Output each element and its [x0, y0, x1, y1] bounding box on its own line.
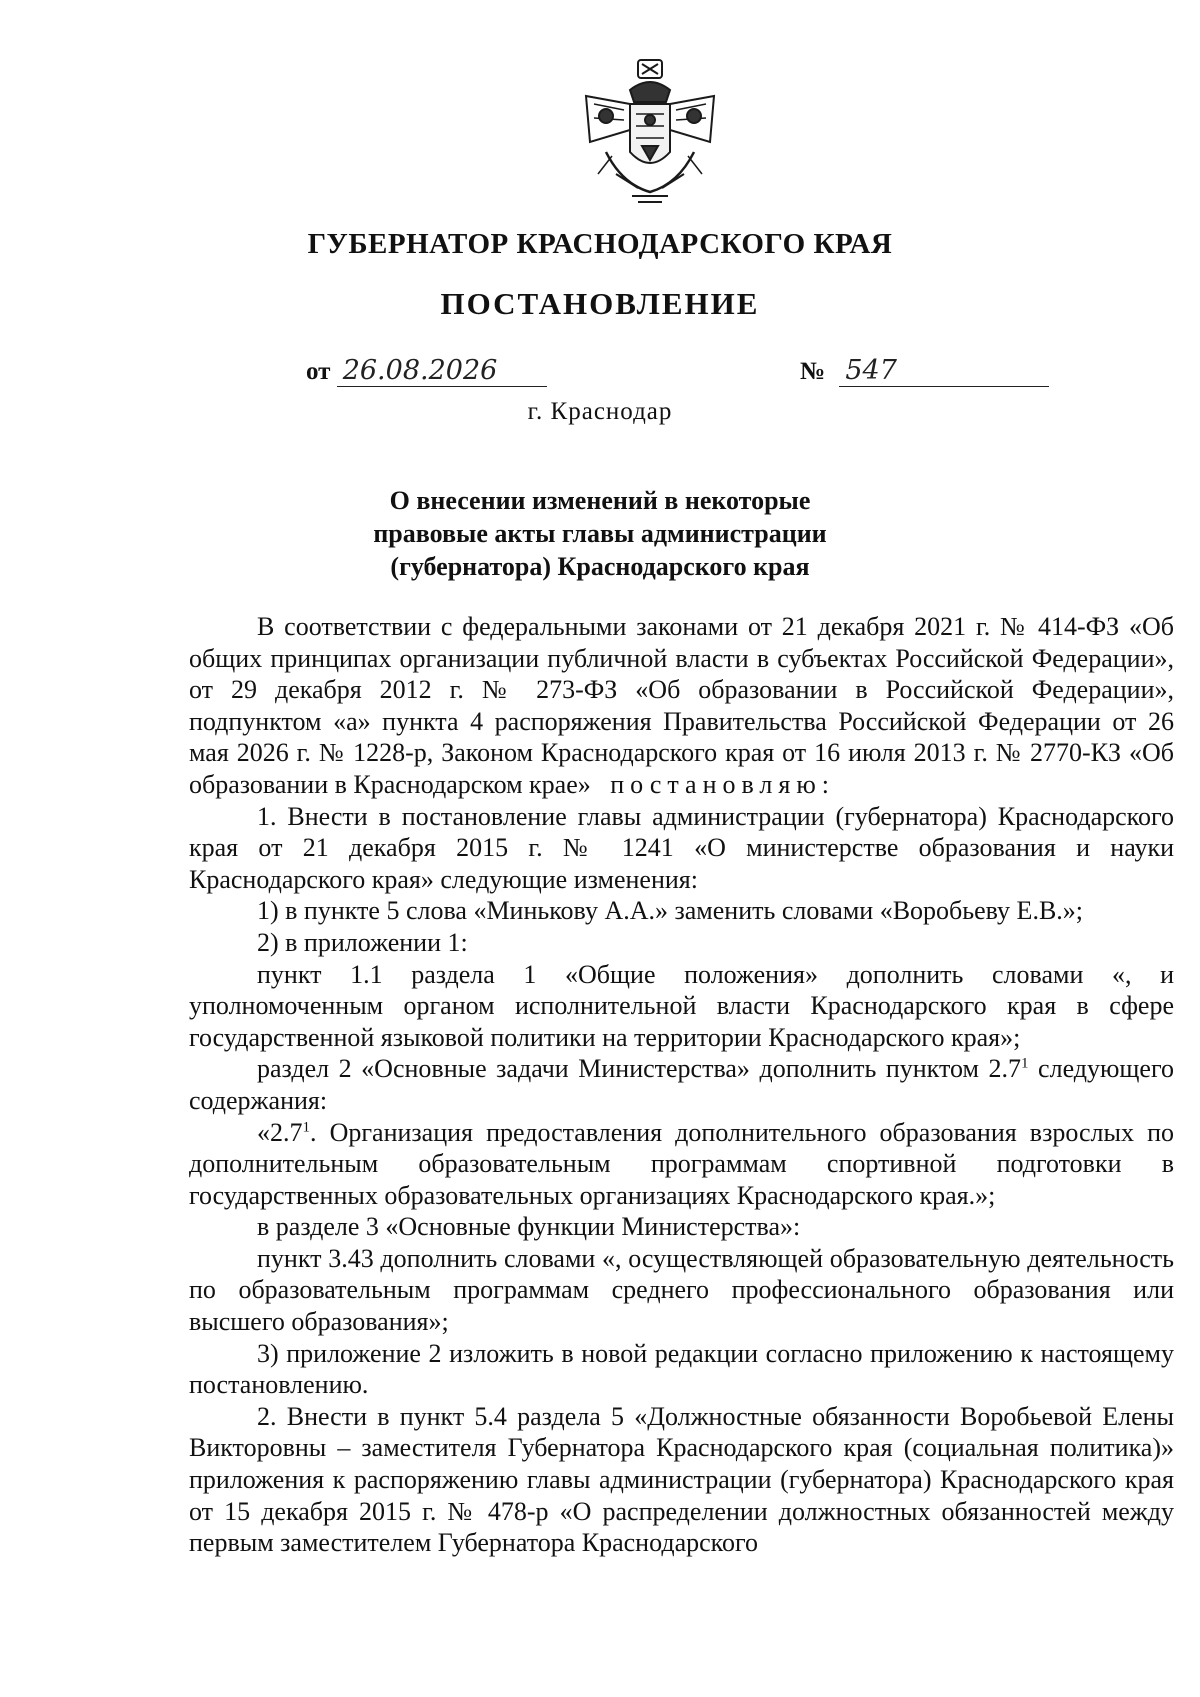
- date-value: 26.08.2026: [337, 356, 547, 387]
- document-title: [0, 484, 1200, 583]
- document-type: ПОСТАНОВЛЕНИЕ: [440, 286, 760, 321]
- text-run: . Организация предоставления дополнительного образования взрослых по дополнительным образовательным программам спортивной подготовки в государственных образовательных организациях Краснодарского края.»;: [189, 1117, 1174, 1210]
- text-run: «2.7: [257, 1117, 303, 1147]
- title-line: правовые акты главы администрации: [373, 519, 827, 548]
- title-line: (губернатора) Краснодарского края: [390, 552, 810, 581]
- paragraph: 1. Внести в постановление главы администрации (губернатора) Краснодарского края от 21 декабря 2015 г. № 1241 «О министерстве образования и науки Краснодарского края» следующие изменения:: [189, 801, 1174, 894]
- krasnodar-krai-coat-of-arms-icon: [572, 56, 728, 208]
- date-line: [306, 356, 547, 387]
- place-of-issue: г. Краснодар: [527, 398, 673, 425]
- paragraph: пункт 1.1 раздела 1 «Общие положения» дополнить словами «, и уполномоченным органом исполнительной власти Краснодарского края в сфере государственной языковой политики на территории Краснодарского края»;: [189, 959, 1174, 1052]
- date-prefix: от: [306, 358, 331, 385]
- document-body: [189, 611, 1174, 1559]
- issuing-authority: ГУБЕРНАТОР КРАСНОДАРСКОГО КРАЯ: [307, 228, 893, 260]
- number-line: [800, 356, 1049, 387]
- paragraph: [189, 1117, 1174, 1212]
- paragraph: 2) в приложении 1:: [257, 927, 468, 957]
- paragraph: 3) приложение 2 изложить в новой редакции согласно приложению к настоящему постановлению.: [189, 1338, 1174, 1400]
- paragraph: 1) в пункте 5 слова «Минькову А.А.» заменить словами «Воробьеву Е.В.»;: [257, 896, 1084, 926]
- paragraph: в разделе 3 «Основные функции Министерства»:: [257, 1212, 801, 1242]
- number-value: 547: [839, 356, 1049, 387]
- text-run: следующего содержания:: [189, 1054, 1174, 1115]
- paragraph-preamble: [189, 611, 1174, 801]
- number-prefix: №: [800, 358, 826, 385]
- decree-word: постановляю:: [610, 769, 836, 799]
- superscript: 1: [302, 1118, 310, 1135]
- title-line: О внесении изменений в некоторые: [389, 486, 811, 515]
- superscript: 1: [1021, 1055, 1029, 1072]
- paragraph: пункт 3.43 дополнить словами «, осуществляющей образовательную деятельность по образовательным программам среднего профессионального образования или высшего образования»;: [189, 1243, 1174, 1337]
- paragraph: [189, 1053, 1174, 1116]
- text-run: раздел 2 «Основные задачи Министерства» дополнить пунктом 2.7: [257, 1054, 1021, 1084]
- paragraph: 2. Внести в пункт 5.4 раздела 5 «Должностные обязанности Воробьевой Елены Викторовны – заместителя Губернатора Краснодарского края (социальная политика)» приложения к распоряжению главы администрации (губернатора) Краснодарского края от 15 декабря 2015 г. № 478-р «О распределении должностных обязанностей между первым заместителем Губернатора Краснодарского: [189, 1401, 1174, 1558]
- preamble-text: В соответствии с федеральными законами от 21 декабря 2021 г. № 414-ФЗ «Об общих принципах организации публичной власти в субъектах Российской Федерации», от 29 декабря 2012 г. № 273-ФЗ «Об образовании в Российской Федерации», подпунктом «а» пункта 4 распоряжения Правительства Российской Федерации от 26 мая 2026 г. № 1228-р, Законом Краснодарского края от 16 июля 2013 г. № 2770-КЗ «Об образовании в Краснодарском крае»: [189, 612, 1174, 799]
